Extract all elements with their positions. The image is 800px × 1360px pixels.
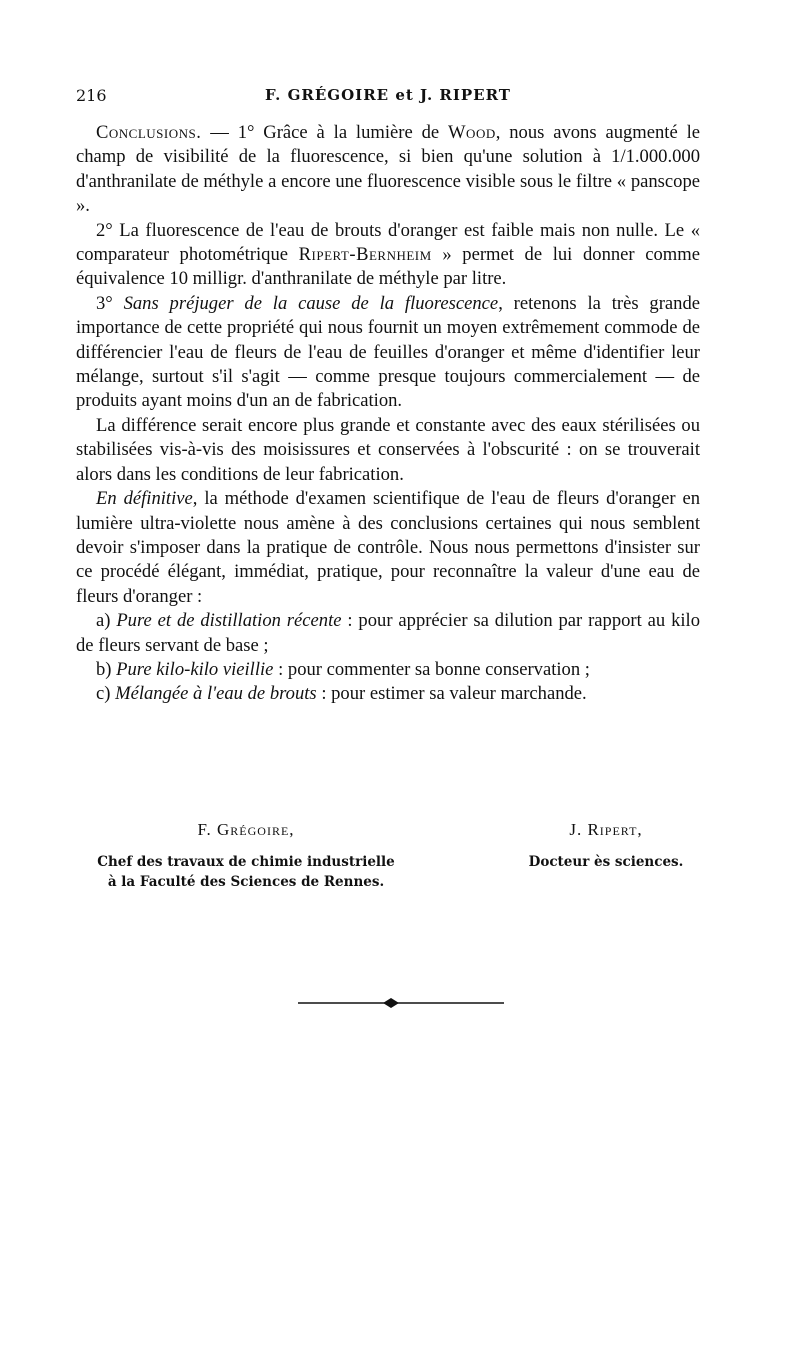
ornament-diamond-icon	[383, 998, 399, 1008]
paragraph-2-text: 2° La fluorescence de l'eau de brouts d'oranger est faible mais non nulle. Le « comparateur photométrique	[76, 219, 700, 266]
paragraph-1-end: , nous avons augmenté le champ de visibilité de la fluorescence, si bien qu'une solution à 1/1.000.000 d'anthranilate de méthyle a encore une fluorescence visible sous le filtre « panscope ».	[76, 122, 701, 217]
list-marker: a)	[96, 610, 117, 632]
paragraph-2	[76, 219, 700, 292]
list-item	[76, 682, 700, 706]
signature-title-line: à la Faculté des Sciences de Rennes.	[107, 874, 385, 890]
list-item	[76, 609, 700, 658]
signature-gregoire	[86, 820, 406, 892]
list-item-italic: Pure et de distillation récente	[116, 610, 342, 632]
list-item-italic: Mélangée à l'eau de brouts	[115, 683, 317, 705]
signatures	[76, 820, 700, 900]
conclusions-heading: Conclusions.	[96, 122, 202, 143]
ripert-bernheim-name: Ripert-Bernheim	[298, 244, 432, 266]
paragraph-4: La différence serait encore plus grande et constante avec des eaux stérilisées ou stabilisées vis-à-vis des moisissures et conservées à l'obscurité : on se trouverait alors dans les conditions de leur fabrication.	[76, 414, 700, 485]
list-marker: c)	[96, 683, 116, 705]
list-item-text: : pour apprécier sa dilution par rapport au kilo de fleurs servant de base ;	[76, 610, 701, 656]
paragraph-1	[76, 121, 700, 219]
signature-ripert	[506, 820, 706, 872]
page-number: 216	[76, 86, 107, 105]
paragraph-3	[76, 292, 700, 414]
paragraph-5-end: , la méthode d'examen scientifique de l'eau de fleurs d'oranger en lumière ultra-violette nous amène à des conclusions certaines qui nous semblent devoir s'imposer dans la pratique de contrôle. Nous nous permettons d'insister sur ce procédé élégant, immédiat, pratique, pour reconnaître la valeur d'une eau de fleurs d'oranger :	[76, 488, 700, 607]
list-marker: b)	[96, 658, 117, 680]
running-title: F. GRÉGOIRE et J. RIPERT	[265, 86, 511, 104]
list-item-italic: Pure kilo-kilo vieillie	[116, 658, 274, 680]
list-item	[76, 658, 700, 682]
paragraph-5	[76, 487, 700, 609]
signature-title: Docteur ès sciences.	[528, 854, 684, 870]
signature-name: J. Ripert,	[569, 820, 643, 839]
paragraph-3-number: 3°	[96, 292, 124, 314]
wood-name: Wood	[448, 122, 496, 143]
paragraph-3-italic: Sans préjuger de la cause de la fluorescence	[123, 292, 499, 314]
paragraph-3-end: , retenons la très grande importance de cette propriété qui nous fournit un moyen extrêmement commode de différencier l'eau de fleurs de l'eau de feuilles d'oranger et même d'identifier leur mélange, surtout s'il s'agit — comme presque toujours commercialement — de produits ayant moins d'un an de fabrication.	[76, 292, 701, 412]
paragraph-2-end: » permet de lui donner comme équivalence 10 milligr. d'anthranilate de méthyle par litre.	[76, 244, 700, 290]
page-header	[76, 86, 700, 112]
signature-name: F. Grégoire,	[197, 820, 295, 839]
body-text	[76, 121, 700, 707]
list-item-text: : pour estimer sa valeur marchande.	[316, 683, 587, 705]
signature-title	[86, 852, 406, 892]
end-ornament	[298, 996, 504, 1010]
list-item-text: : pour commenter sa bonne conservation ;	[273, 658, 590, 680]
paragraph-1-text: — 1° Grâce à la lumière de	[201, 122, 448, 143]
signature-title-line: Chef des travaux de chimie industrielle	[97, 854, 395, 870]
paragraph-5-italic: En définitive	[96, 488, 193, 510]
